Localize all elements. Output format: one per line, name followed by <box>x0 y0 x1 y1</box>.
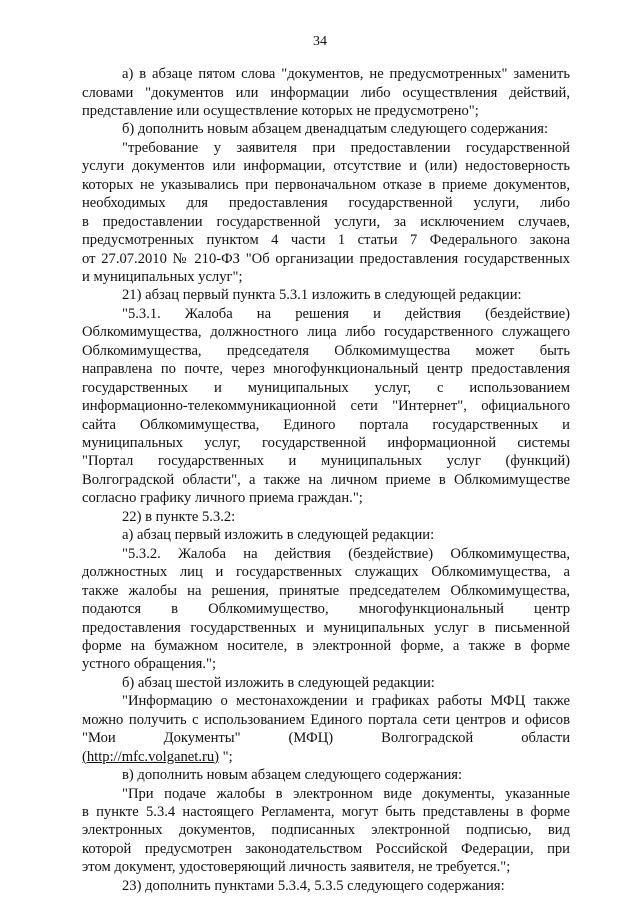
text-line: а) в абзаце пятом слова "документов, не предусмотренных" заменить <box>122 66 570 82</box>
text-line: "Информацию о местонахождении и графиках работы МФЦ также <box>122 693 570 710</box>
text-line: необходимых для предоставления государственной услуги, либо <box>82 195 570 212</box>
text-line-with-link <box>82 748 570 766</box>
text-line: услуги документов или информации, отсутствие и (или) недостоверность <box>82 158 570 175</box>
text-line: "Портал государственных и муниципальных услуг (функций) <box>82 453 570 470</box>
text-line: "5.3.1. Жалоба на решения и действия (бездействие) <box>122 305 570 322</box>
text-line: в) дополнить новым абзацем следующего содержания: <box>122 767 463 784</box>
text-line: подаются в Облкомимущество, многофункциональный центр <box>82 601 570 617</box>
text-line: этом документ, удостоверяющий личность заявителя, не требуется."; <box>82 859 511 876</box>
text-line: должностных лиц и государственных служащих Облкомимущества, а <box>82 564 570 581</box>
text-line: сайта Облкомимущества, Единого портала государственных и <box>82 416 570 433</box>
text-line: в предоставлении государственной услуги, за исключением случаев, <box>82 213 570 230</box>
text-line: "При подаче жалобы в электронном виде документы, указанные <box>122 785 570 802</box>
text-line: 22) в пункте 5.3.2: <box>122 508 236 525</box>
text-line: представление или осуществление которых не предусмотрено"; <box>82 102 479 119</box>
text-line: а) абзац первый изложить в следующей редакции: <box>122 527 435 544</box>
text-line: 23) дополнить пунктами 5.3.4, 5.3.5 следующего содержания: <box>122 877 505 894</box>
text-line: предоставления государственных и муниципальных услуг в письменной <box>82 619 570 636</box>
link-trailing-text: "; <box>218 748 233 765</box>
text-line: словами "документов или информации либо осуществления действий, <box>82 84 570 101</box>
text-line: информационно-телекоммуникационной сети "Интернет", официального <box>82 398 570 415</box>
text-line: "требование у заявителя при предоставлении государственной <box>122 139 570 156</box>
text-line: устного обращения."; <box>82 656 217 673</box>
text-line: которых не указывались при первоначальном отказе в приеме документов, <box>82 176 570 193</box>
text-line: направлена по почте, через многофункциональный центр предоставления <box>82 361 570 378</box>
text-line: Волгоградской области", а также на личном приеме в Облкомимуществе <box>82 471 570 488</box>
text-line: можно получить с использованием Единого портала сети центров и офисов <box>82 711 570 728</box>
text-line: Облкомимущества, председателя Облкомимущества может быть <box>82 342 570 359</box>
text-line: "Мои Документы" (МФЦ) Волгоградской области <box>82 730 570 747</box>
text-line: от 27.07.2010 № 210-ФЗ "Об организации предоставления государственных <box>82 250 570 267</box>
text-line: и муниципальных услуг"; <box>82 268 243 285</box>
mfc-website-link[interactable]: (http://mfc.volganet.ru) <box>82 748 219 765</box>
text-line: предусмотренных пунктом 4 части 1 статьи 7 Федерального закона <box>82 232 570 248</box>
text-line: государственных и муниципальных услуг, с использованием <box>82 379 570 396</box>
text-line: Облкомимущества, должностного лица либо государственного служащего <box>82 324 570 341</box>
text-line: 21) абзац первый пункта 5.3.1 изложить в следующей редакции: <box>122 287 522 304</box>
page-number: 34 <box>313 34 327 49</box>
text-line: муниципальных услуг, государственной информационной системы <box>82 435 570 451</box>
text-line: согласно графику личного приема граждан."; <box>82 490 363 507</box>
text-line: б) дополнить новым абзацем двенадцатым следующего содержания: <box>122 121 549 138</box>
text-line: которой предусмотрен законодательством Российской Федерации, при <box>82 840 570 857</box>
text-line: форме на бумажном носителе, в электронной форме, а также в форме <box>82 637 570 654</box>
text-line: "5.3.2. Жалоба на действия (бездействие) Облкомимущества, <box>122 545 570 562</box>
text-line: б) абзац шестой изложить в следующей редакции: <box>122 674 435 691</box>
text-line: в пункте 5.3.4 настоящего Регламента, могут быть представлены в форме <box>82 804 570 820</box>
text-line: также жалобы на решения, принятые председателем Облкомимущества, <box>82 582 570 599</box>
text-line: электронных документов, подписанных электронной подписью, вид <box>82 822 570 839</box>
